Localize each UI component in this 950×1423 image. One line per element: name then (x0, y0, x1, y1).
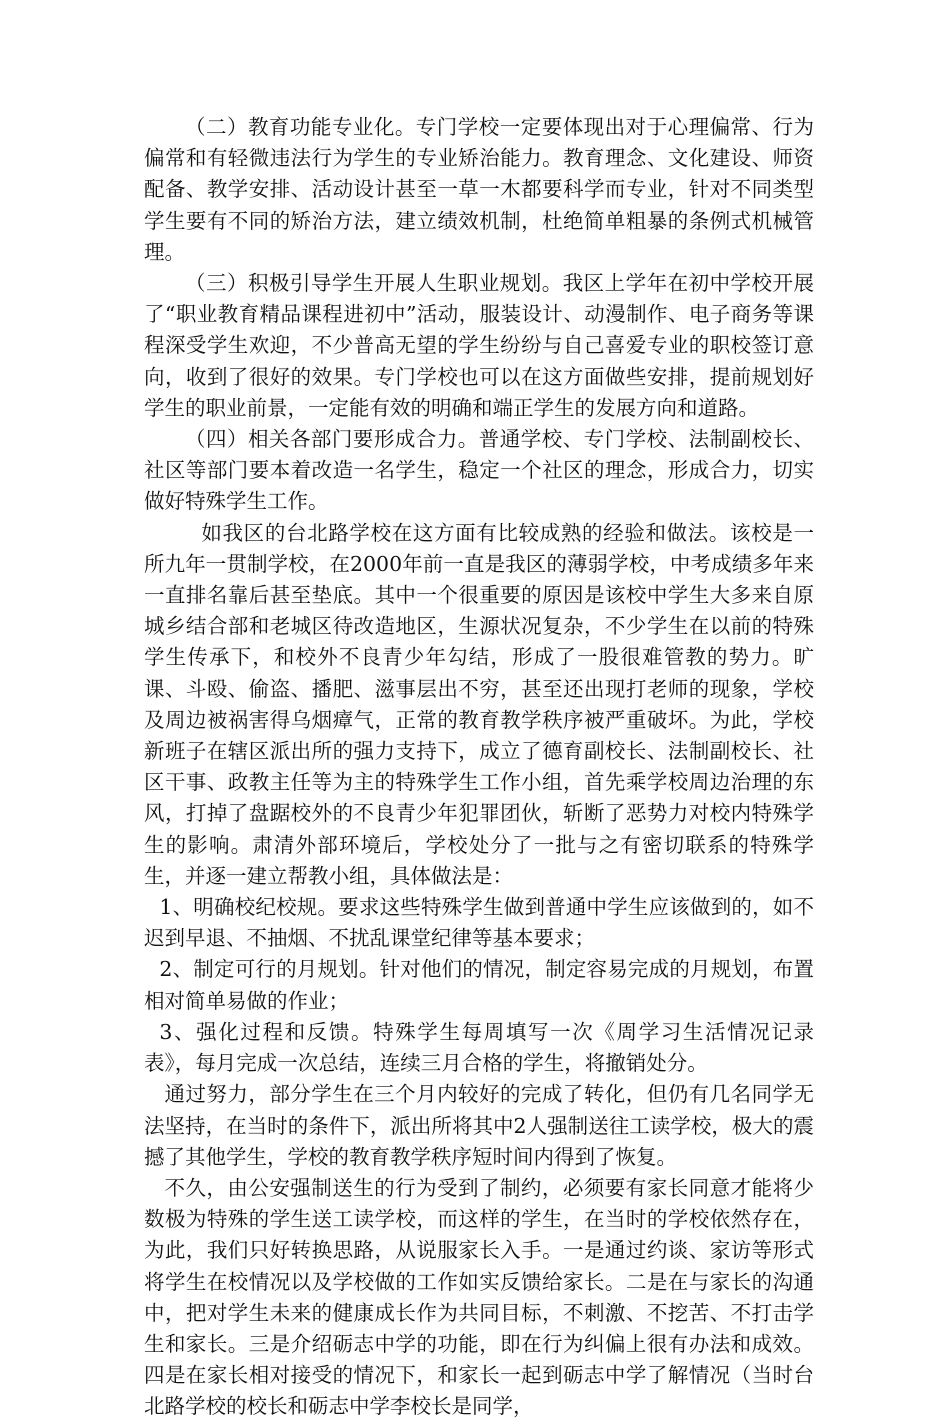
paragraph-career-planning: （三）积极引导学生开展人生职业规划。我区上学年在初中学校开展了“职业教育精品课程进初中”活动，服装设计、动漫制作、电子商务等课程深受学生欢迎，不少普高无望的学生纷纷与自己喜爱专业的职校签订意向，收到了很好的效果。专门学校也可以在这方面做些安排，提前规划好学生的职业前景，一定能有效的明确和端正学生的发展方向和道路。 (144, 271, 814, 420)
paragraph-education-function: （二）教育功能专业化。专门学校一定要体现出对于心理偏常、行为偏常和有轻微违法行为学生的专业矫治能力。教育理念、文化建设、师资配备、教学安排、活动设计甚至一草一木都要科学而专业，针对不同类型学生要有不同的矫治方法，建立绩效机制，杜绝简单粗暴的条例式机械管理。 (144, 115, 814, 264)
list-item-monthly-plan: 2、制定可行的月规划。针对他们的情况，制定容易完成的月规划，布置相对简单易做的作业； (144, 957, 814, 1013)
paragraph-departments-cooperation: （四）相关各部门要形成合力。普通学校、专门学校、法制副校长、社区等部门要本着改造一名学生，稳定一个社区的理念，形成合力，切实做好特殊学生工作。 (144, 427, 814, 514)
list-item-feedback: 3、强化过程和反馈。特殊学生每周填写一次《周学习生活情况记录表》，每月完成一次总结，连续三月合格的学生，将撤销处分。 (144, 1019, 814, 1076)
paragraph-taibei-road-school: 如我区的台北路学校在这方面有比较成熟的经验和做法。该校是一所九年一贯制学校，在2000年前一直是我区的薄弱学校，中考成绩多年来一直排名靠后甚至垫底。其中一个很重要的原因是该校中学生大多来自原城乡结合部和老城区待改造地区，生源状况复杂，不少学生在以前的特殊学生传承下，和校外不良青少年勾结，形成了一股很难管教的势力。旷课、斗殴、偷盗、播肥、滋事层出不穷，甚至还出现打老师的现象，学校及周边被祸害得乌烟瘴气，正常的教育教学秩序被严重破坏。为此，学校新班子在辖区派出所的强力支持下，成立了德育副校长、法制副校长、社区干事、政教主任等为主的特殊学生工作小组，首先乘学校周边治理的东风，打掉了盘踞校外的不良青少年犯罪团伙，斩断了恶势力对校内特殊学生的影响。肃清外部环境后，学校处分了一批与之有密切联系的特殊学生，并逐一建立帮教小组，具体做法是： (144, 520, 814, 888)
document-body (144, 112, 814, 1423)
paragraph-parent-persuasion: 不久，由公安强制送生的行为受到了制约，必须要有家长同意才能将少数极为特殊的学生送工读学校，而这样的学生，在当时的学校依然存在，为此，我们只好转换思路，从说服家长入手。一是通过约谈、家访等形式将学生在校情况以及学校做的工作如实反馈给家长。二是在与家长的沟通中，把对学生未来的健康成长作为共同目标，不刺激、不挖苦、不打击学生和家长。三是介绍砺志中学的功能，即在行为纠偏上很有办法和成效。四是在家长相对接受的情况下，和家长一起到砺志中学了解情况（当时台北路学校的校长和砺志中学李校长是同学， (144, 1175, 814, 1419)
list-item-rules: 1、明确校纪校规。要求这些特殊学生做到普通中学生应该做到的，如不迟到早退、不抽烟、不扰乱课堂纪律等基本要求； (144, 895, 814, 951)
paragraph-results: 通过努力，部分学生在三个月内较好的完成了转化，但仍有几名同学无法坚持，在当时的条件下，派出所将其中2人强制送往工读学校，极大的震撼了其他学生，学校的教育教学秩序短时间内得到了恢复。 (144, 1082, 814, 1169)
